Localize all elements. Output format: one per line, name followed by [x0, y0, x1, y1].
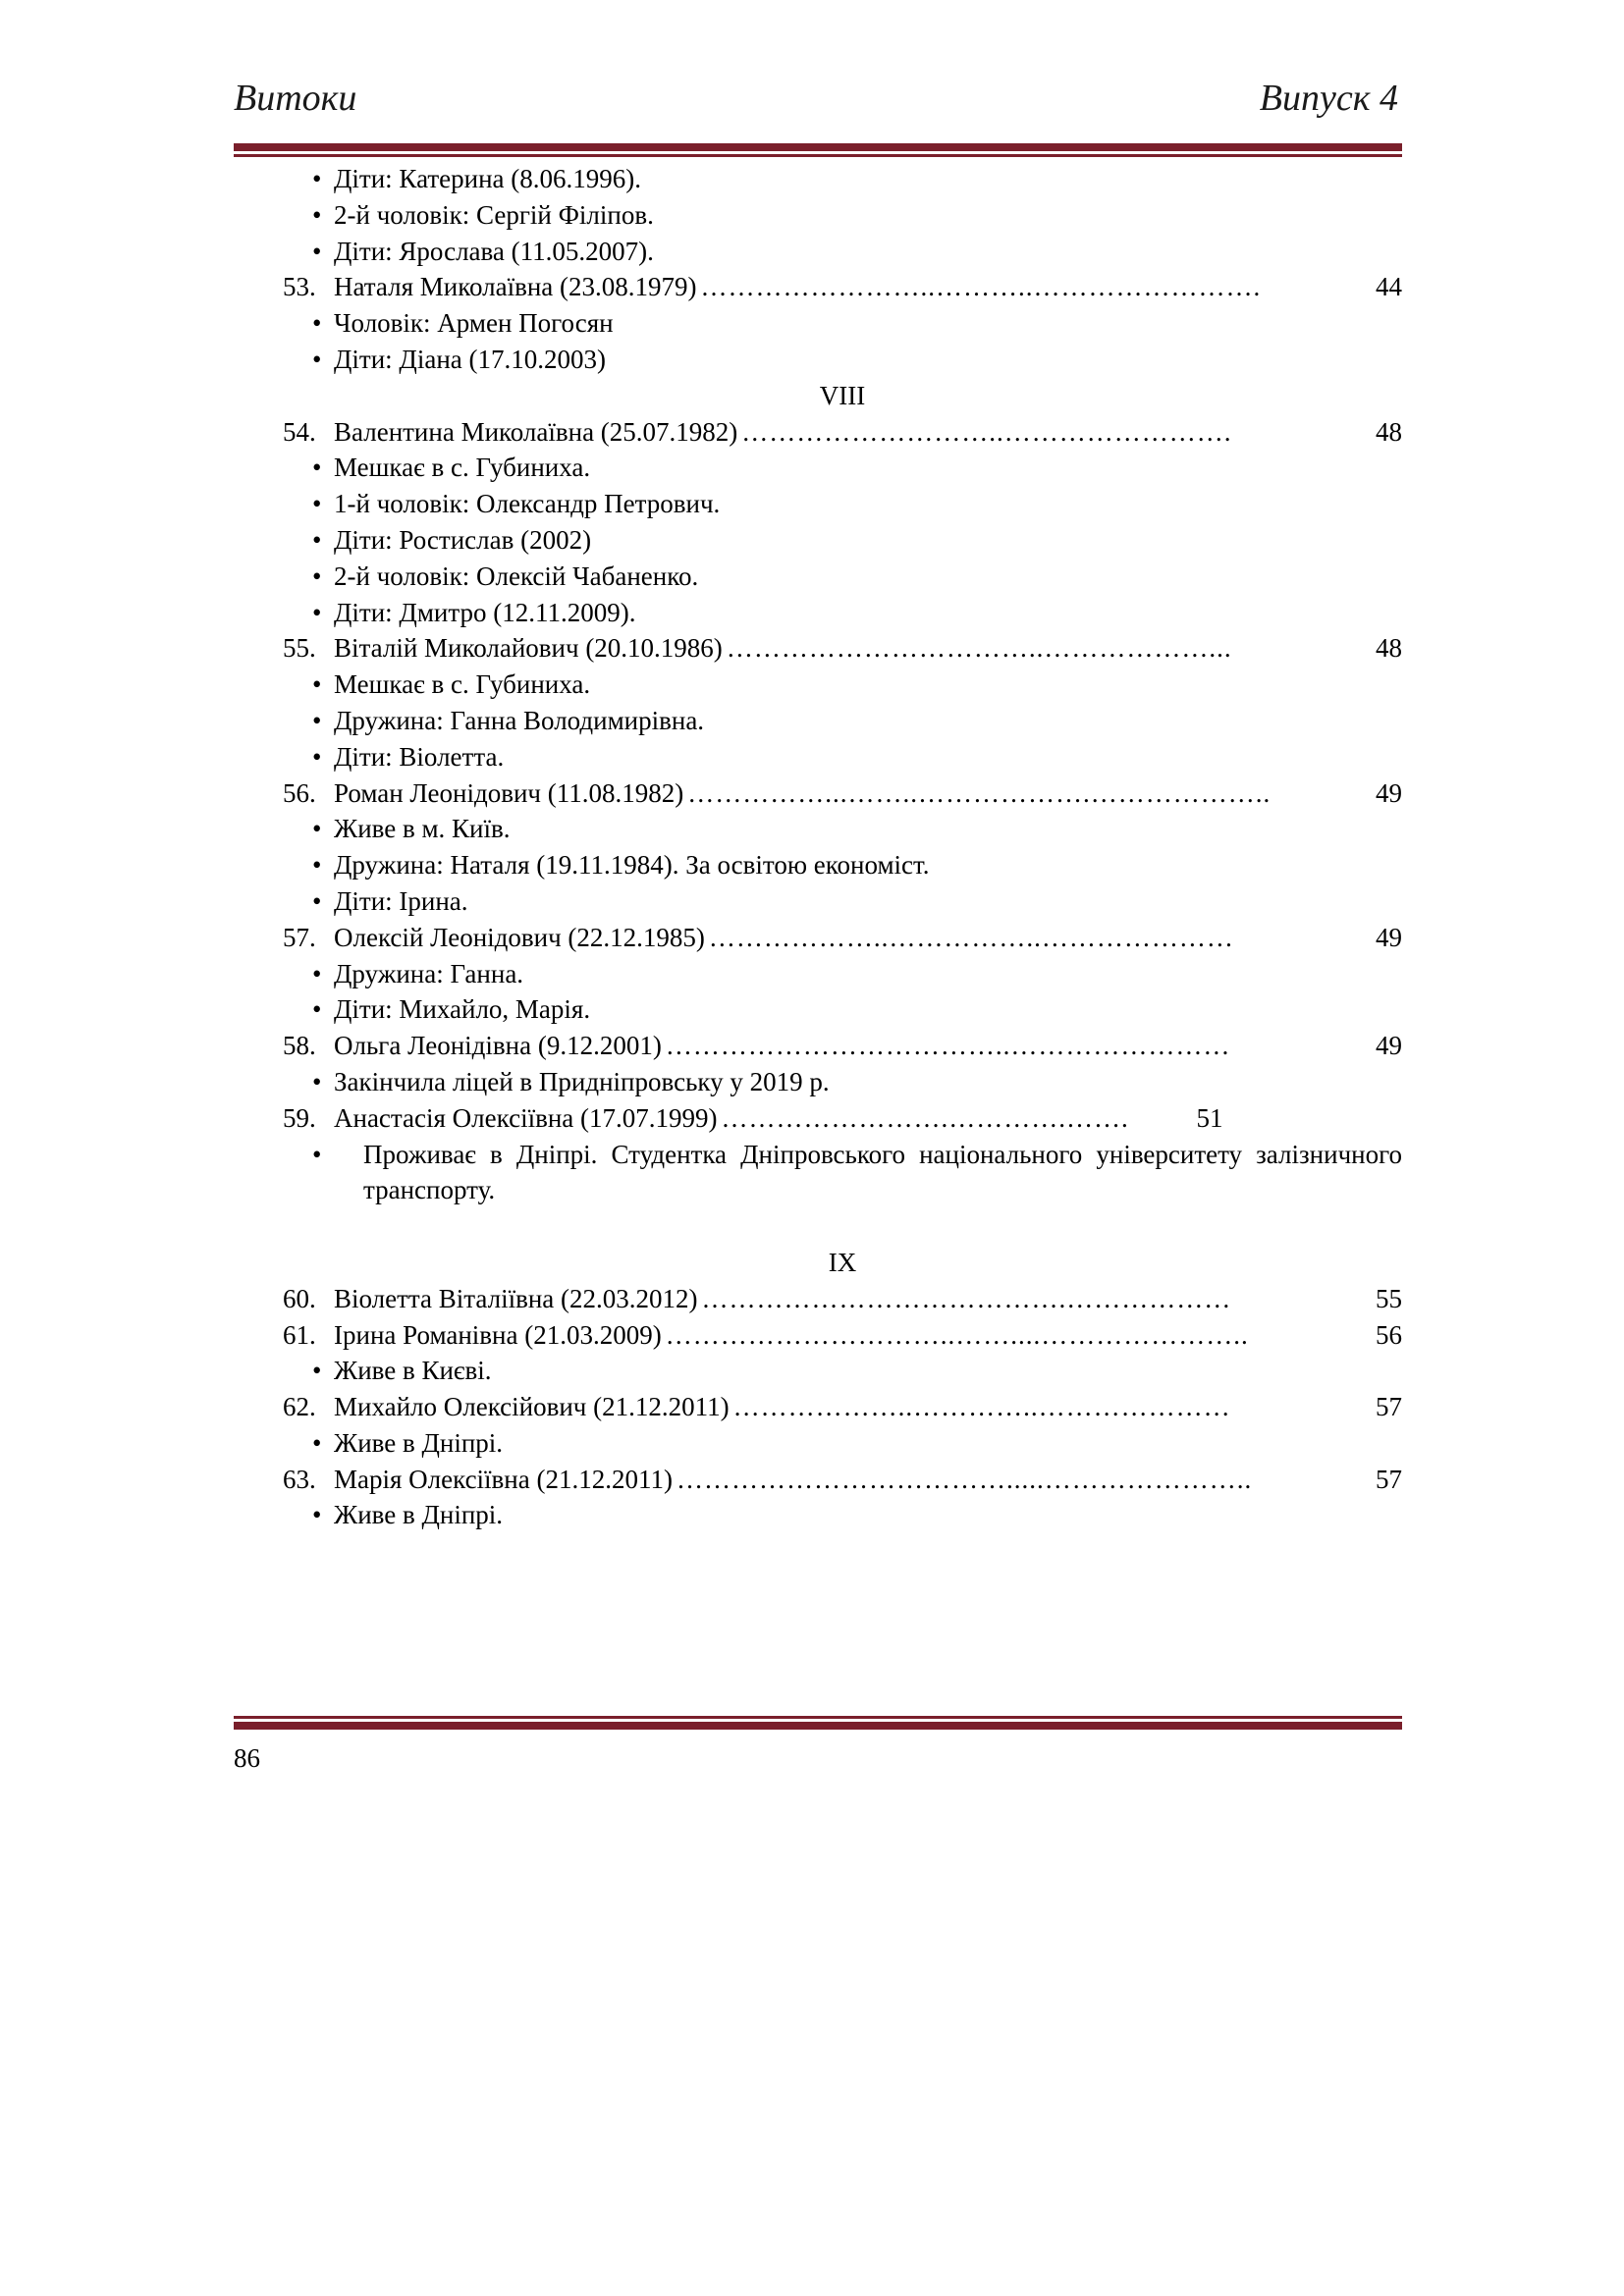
entry-leader: ……………………………..………………... [726, 633, 1232, 664]
entry-page: 48 [1376, 633, 1402, 664]
bullet-icon: • [312, 453, 322, 483]
list-item [283, 667, 1402, 703]
spacer [283, 1208, 1402, 1245]
list-item [283, 956, 1402, 992]
list-item-text: Діти: Дмитро (12.11.2009). [334, 597, 636, 627]
entry-name: Олексій Леонідович (22.12.1985) [334, 922, 705, 952]
entry-name: Роман Леонідович (11.08.1982) [334, 777, 684, 808]
entry-name: Ольга Леонідівна (9.12.2001) [334, 1031, 662, 1061]
list-item-text: 2-й чоловік: Олексій Чабаненко. [334, 561, 699, 591]
list-item [283, 847, 1402, 883]
bullet-icon: • [312, 524, 322, 555]
list-item-text: Живе в Києві. [334, 1356, 492, 1386]
list-item [283, 522, 1402, 559]
bullet-icon: • [312, 1500, 322, 1530]
entry-page: 44 [1376, 272, 1402, 302]
generation-heading: IX [828, 1247, 857, 1277]
list-item [283, 811, 1402, 847]
entry-name: Михайло Олексійович (21.12.2011) [334, 1392, 730, 1422]
entry-number: 60. [283, 1283, 316, 1313]
list-item [283, 1353, 1402, 1389]
list-item-text: Закінчила ліцей в Придніпровську у 2019 р. [334, 1066, 830, 1096]
entry-number: 55. [283, 633, 316, 664]
list-item [283, 739, 1402, 775]
index-entry [283, 1462, 1402, 1498]
entry-page: 57 [1376, 1464, 1402, 1494]
entry-leader: ………………………………….……………… [701, 1283, 1232, 1313]
entry-number: 53. [283, 272, 316, 302]
list-item-text: Діти: Катерина (8.06.1996). [334, 164, 642, 193]
bullet-icon: • [312, 705, 322, 735]
entry-page: 49 [1376, 777, 1402, 808]
index-entry [283, 1389, 1402, 1425]
list-item [283, 559, 1402, 595]
generation-heading: VIII [819, 380, 866, 410]
entry-page: 55 [1376, 1283, 1402, 1313]
list-item [283, 1064, 1402, 1100]
list-item [283, 305, 1402, 342]
entry-leader: …………………….………….……. [721, 1102, 1129, 1133]
index-entry [283, 269, 1402, 305]
bullet-icon: • [312, 308, 322, 339]
bullet-icon: • [312, 561, 322, 591]
entry-name: Марія Олексіївна (21.12.2011) [334, 1464, 673, 1494]
entry-page: 48 [1376, 416, 1402, 447]
entry-page: 56 [1376, 1319, 1402, 1350]
entry-number: 57. [283, 922, 316, 952]
bullet-icon: • [312, 814, 322, 844]
bullet-icon: • [312, 1066, 322, 1096]
bullet-icon: • [312, 994, 322, 1025]
list-item-text: Діти: Віолетта. [334, 741, 505, 772]
bullet-icon: • [312, 164, 322, 193]
bullet-icon: • [312, 885, 322, 916]
entry-leader: ……………...……..……………….……………….. [687, 777, 1272, 808]
index-entry [283, 775, 1402, 812]
entry-leader: ………………………………..…………………… [665, 1031, 1231, 1061]
entry-number: 56. [283, 777, 316, 808]
list-item-text: Живе в Дніпрі. [334, 1427, 504, 1458]
list-item-text: Живе в м. Київ. [334, 814, 511, 844]
genealogy-index [283, 161, 1402, 1533]
bullet-icon: • [312, 199, 322, 230]
list-item [283, 486, 1402, 522]
entry-number: 58. [283, 1031, 316, 1061]
entry-leader: …………………………..……....………………….. [665, 1319, 1249, 1350]
list-item-text: Дружина: Ганна. [334, 958, 524, 988]
entry-name: Анастасія Олексіївна (17.07.1999) [334, 1102, 718, 1133]
list-item [283, 883, 1402, 920]
bullet-icon: • [312, 1356, 322, 1386]
entry-name: Віолетта Віталіївна (22.03.2012) [334, 1283, 698, 1313]
list-item [283, 595, 1402, 631]
entry-number: 62. [283, 1392, 316, 1422]
bullet-icon: • [312, 597, 322, 627]
list-item [283, 991, 1402, 1028]
entry-name: Віталій Миколайович (20.10.1986) [334, 633, 723, 664]
page-number: 86 [234, 1743, 260, 1773]
entry-page: 57 [1376, 1392, 1402, 1422]
entry-name: Ірина Романівна (21.03.2009) [334, 1319, 662, 1350]
entry-leader: ………………..……………..………………… [708, 922, 1234, 952]
list-item-text: Діти: Ірина. [334, 885, 468, 916]
bullet-icon: • [312, 1427, 322, 1458]
list-item [283, 450, 1402, 486]
list-item [283, 703, 1402, 739]
entry-number: 59. [283, 1102, 316, 1133]
bullet-icon: • [312, 669, 322, 700]
bullet-icon: • [312, 489, 322, 519]
entry-leader: ………………..…………..………………… [732, 1392, 1231, 1422]
index-entry [283, 920, 1402, 956]
bullet-icon: • [312, 236, 322, 266]
entry-name: Валентина Миколаївна (25.07.1982) [334, 416, 738, 447]
entry-number: 63. [283, 1464, 316, 1494]
entry-leader: ……………………………….....………………….. [676, 1464, 1253, 1494]
bullet-icon: • [312, 741, 322, 772]
index-entry [283, 1317, 1402, 1354]
list-item [283, 1137, 1402, 1209]
index-entry [283, 1100, 1402, 1137]
list-item [283, 1425, 1402, 1462]
list-item-text: Мешкає в с. Губиниха. [334, 453, 591, 483]
entry-page: 49 [1376, 922, 1402, 952]
running-header-left: Витоки [234, 78, 357, 119]
header-rule [234, 143, 1402, 157]
index-entry [283, 630, 1402, 667]
list-item-text: Дружина: Наталя (19.11.1984). За освітою економіст. [334, 850, 930, 881]
list-item-text: Діти: Ростислав (2002) [334, 524, 592, 555]
bullet-icon: • [312, 344, 322, 374]
bullet-icon: • [312, 958, 322, 988]
list-item-text: Дружина: Ганна Володимирівна. [334, 705, 705, 735]
footer-rule [234, 1716, 1402, 1730]
entry-name: Наталя Миколаївна (23.08.1979) [334, 272, 697, 302]
list-item-text: Проживає в Дніпрі. Студентка Дніпровського національного університету залізничного транспорту. [363, 1139, 1402, 1205]
list-item-text: Діти: Ярослава (11.05.2007). [334, 236, 654, 266]
list-item [283, 1497, 1402, 1533]
entry-page: 51 [1196, 1102, 1223, 1133]
list-item-text: Чоловік: Армен Погосян [334, 308, 614, 339]
list-item-text: Мешкає в с. Губиниха. [334, 669, 591, 700]
running-header-right: Випуск 4 [1259, 78, 1398, 119]
list-item-text: Живе в Дніпрі. [334, 1500, 504, 1530]
list-item [283, 161, 1402, 197]
entry-number: 54. [283, 416, 316, 447]
list-item [283, 197, 1402, 234]
bullet-icon: • [312, 850, 322, 881]
list-item-text: Діти: Діана (17.10.2003) [334, 344, 606, 374]
index-entry [283, 1028, 1402, 1064]
bullet-icon: • [312, 1139, 322, 1169]
entry-page: 49 [1376, 1031, 1402, 1061]
index-entry [283, 1281, 1402, 1317]
list-item [283, 342, 1402, 378]
index-entry [283, 414, 1402, 451]
entry-leader: ………………………..……………………. [741, 416, 1232, 447]
entry-leader: ……………………..………..……………………. [700, 272, 1262, 302]
list-item-text: 1-й чоловік: Олександр Петрович. [334, 489, 721, 519]
list-item-text: 2-й чоловік: Сергій Філіпов. [334, 199, 654, 230]
entry-number: 61. [283, 1319, 316, 1350]
list-item [283, 234, 1402, 270]
list-item-text: Діти: Михайло, Марія. [334, 994, 591, 1025]
